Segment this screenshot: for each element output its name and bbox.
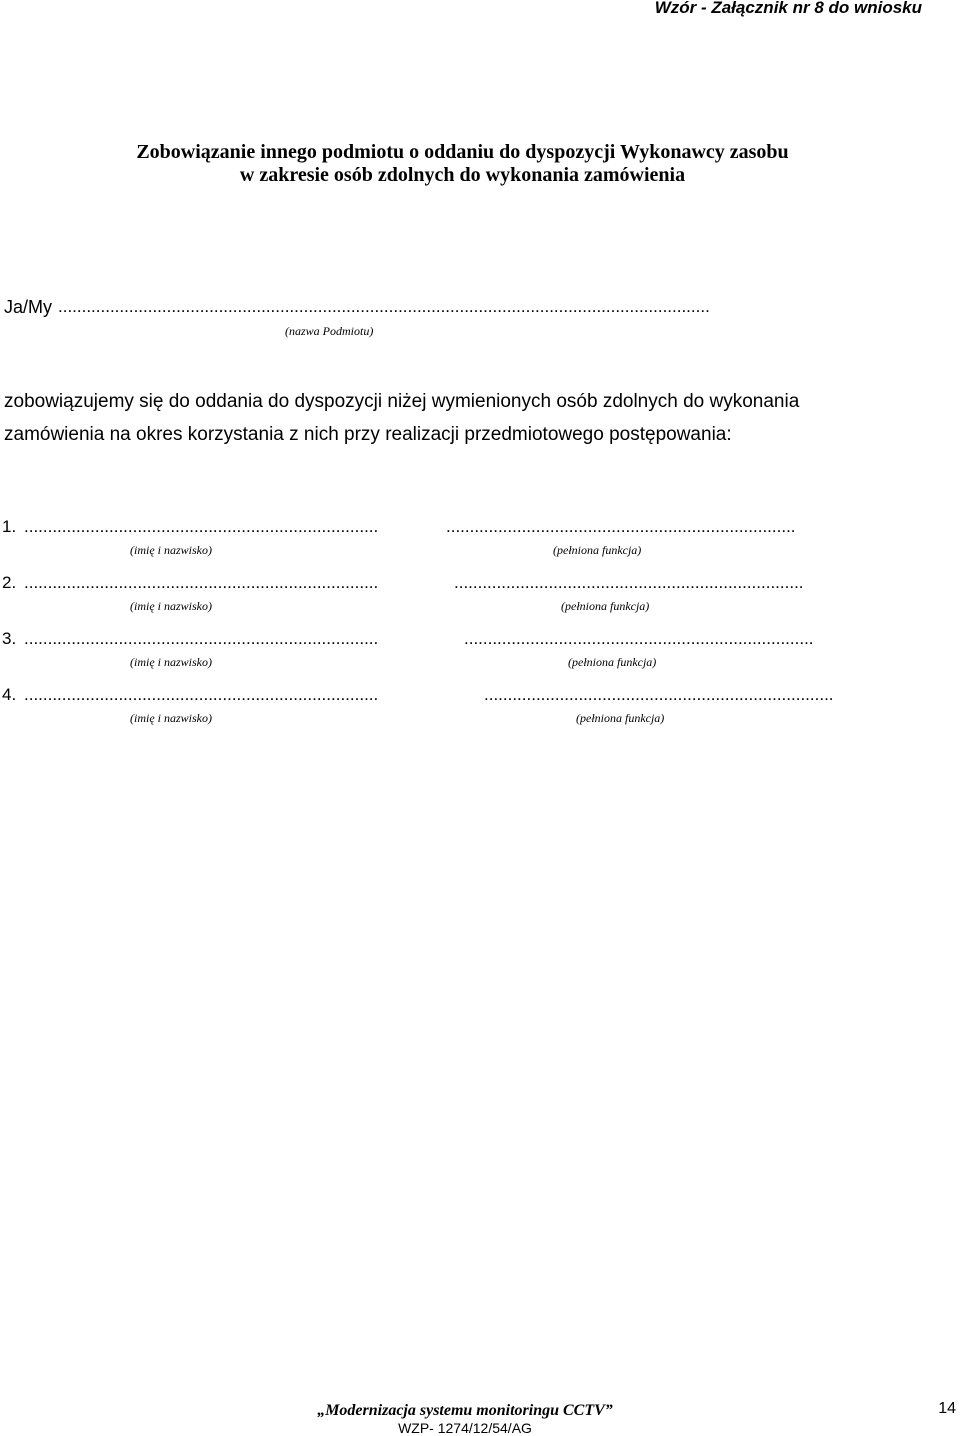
person-function-field[interactable]: .......................................................................... bbox=[484, 685, 834, 704]
person-function-hint: (pełniona funkcja) bbox=[561, 599, 650, 613]
document-title-line2: w zakresie osób zdolnych do wykonania zamówienia bbox=[239, 164, 686, 186]
person-function-field[interactable]: .......................................................................... bbox=[446, 517, 796, 536]
person-function-field[interactable]: .......................................................................... bbox=[464, 629, 814, 648]
person-function-hint: (pełniona funkcja) bbox=[568, 655, 657, 669]
person-name-hint: (imię i nazwisko) bbox=[130, 543, 212, 557]
person-number: 4. bbox=[2, 685, 17, 704]
entity-hint: (nazwa Podmiotu) bbox=[285, 324, 374, 338]
person-number: 3. bbox=[2, 629, 17, 648]
footer-project-title: „Modernizacja systemu monitoringu CCTV” bbox=[317, 1402, 613, 1419]
person-number: 2. bbox=[2, 573, 17, 592]
paragraph-line1: zobowiązujemy się do oddania do dyspozycji niżej wymienionych osób zdolnych do wykonania bbox=[4, 391, 800, 412]
person-name-field[interactable]: ........................................................................... bbox=[24, 685, 379, 704]
page-number: 14 bbox=[938, 1400, 956, 1417]
person-name-field[interactable]: ........................................................................... bbox=[24, 517, 379, 536]
attachment-header: Wzór - Załącznik nr 8 do wniosku bbox=[654, 0, 922, 17]
entity-label: Ja/My bbox=[4, 297, 53, 317]
person-function-hint: (pełniona funkcja) bbox=[553, 543, 642, 557]
person-name-field[interactable]: ........................................................................... bbox=[24, 573, 379, 592]
person-name-field[interactable]: ........................................................................... bbox=[24, 629, 379, 648]
person-function-field[interactable]: .......................................................................... bbox=[454, 573, 804, 592]
document-title-line1: Zobowiązanie innego podmiotu o oddaniu do dyspozycji Wykonawcy zasobu bbox=[136, 141, 789, 163]
person-name-hint: (imię i nazwisko) bbox=[130, 655, 212, 669]
person-name-hint: (imię i nazwisko) bbox=[130, 599, 212, 613]
person-name-hint: (imię i nazwisko) bbox=[130, 711, 212, 725]
paragraph-line2: zamówienia na okres korzystania z nich przy realizacji przedmiotowego postępowania: bbox=[4, 424, 732, 445]
person-number: 1. bbox=[2, 517, 17, 536]
person-function-hint: (pełniona funkcja) bbox=[576, 711, 665, 725]
entity-name-field[interactable]: .......................................................................................................................................... bbox=[58, 297, 710, 316]
footer-reference-code: WZP- 1274/12/54/AG bbox=[398, 1420, 532, 1436]
